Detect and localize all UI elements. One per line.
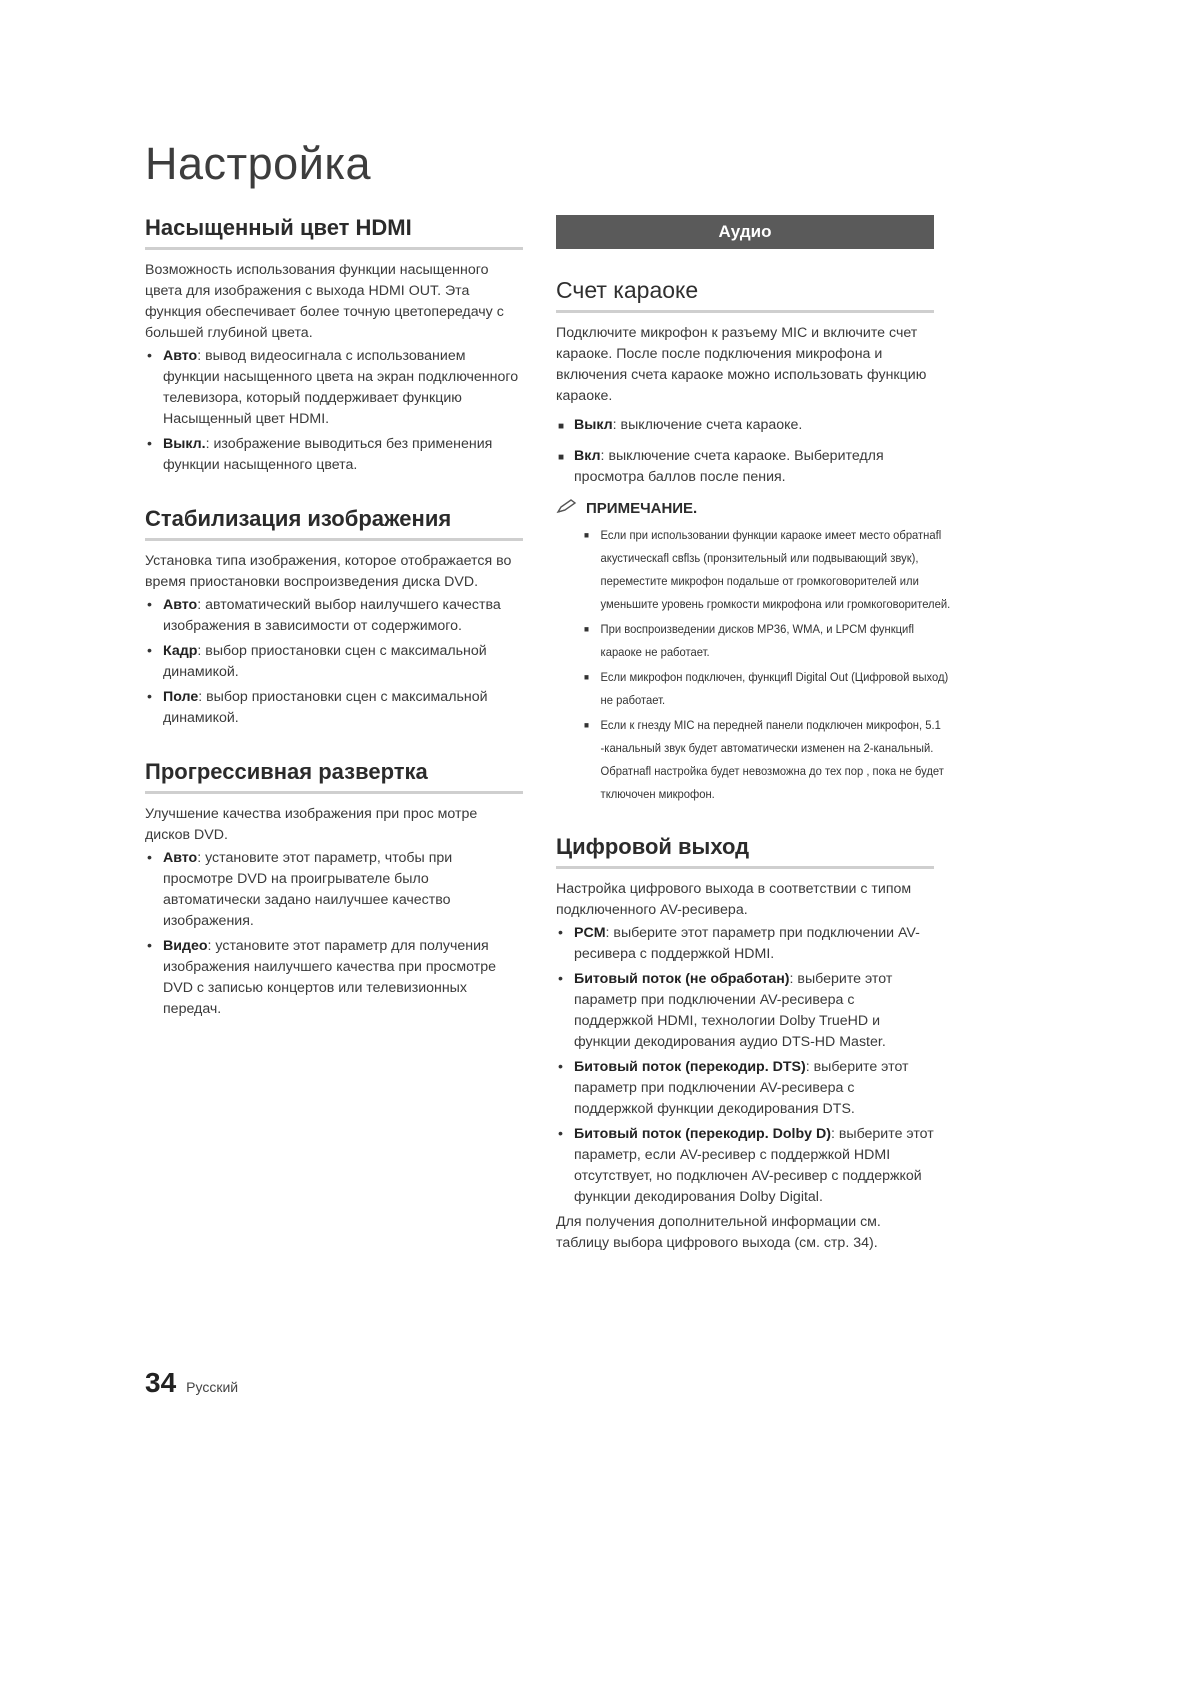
- list-item: ■ Выкл: выключение счета караоке.: [556, 415, 934, 436]
- option-list: [556, 923, 934, 1208]
- square-bullet-icon: ■: [584, 530, 590, 540]
- square-bullet-icon: ■: [584, 624, 590, 634]
- list-item: ■ Вкл: выключение счета караоке. Выберитедля просмотра баллов после пения.: [558, 448, 884, 485]
- list-item: • Битовый поток (перекодир. Dolby D): выберите этот параметр, если AV-ресивер с поддержкой HDMI отсутствует, но подключен AV-ресивер с поддержкой функции декодирования Dolby Digital.: [558, 1126, 934, 1205]
- pencil-note-icon: [556, 498, 578, 518]
- bullet-icon: •: [147, 689, 152, 705]
- page-title: Настройка: [145, 138, 372, 189]
- bullet-icon: •: [147, 348, 152, 364]
- bullet-icon: •: [558, 925, 563, 941]
- section-title: Насыщенный цвет HDMI: [145, 215, 523, 250]
- section-title: Стабилизация изображения: [145, 506, 523, 541]
- section-intro: Настройка цифрового выхода в соответствии с типом подключенного AV-ресивера.: [556, 881, 912, 918]
- page-language: Русский: [186, 1379, 239, 1395]
- note-item: ■ Если к гнезду MIC на передней панели подключен микрофон, 5.1 -канальный звук будет автоматически изменен на 2-канальный. Обратнаfl настройка будет невозможна до тех пор , пока не будет тключочен микрофон.: [584, 714, 955, 806]
- square-bullet-icon: ■: [558, 452, 565, 463]
- note-item: ■ Если микрофон подключен, функциfl Digital Out (Цифровой выход) не работает.: [584, 666, 955, 712]
- list-item: • Битовый поток (не обработан): выберите этот параметр при подключении AV-ресивера с поддержкой HDMI, технологии Dolby TrueHD и функции декодирования аудио DTS-HD Master.: [558, 971, 893, 1050]
- list-item: • Битовый поток (перекодир. DTS): выберите этот параметр при подключении AV-ресивера с поддержкой функции декодирования DTS.: [558, 1059, 909, 1117]
- square-bullet-icon: ■: [558, 421, 565, 432]
- right-column: [556, 215, 951, 1256]
- bullet-icon: •: [147, 938, 152, 954]
- note-item: ■ При воспроизведении дисков MP36, WMA, и LPCM функциfl караоке не работает.: [584, 618, 955, 664]
- bullet-icon: •: [558, 1126, 563, 1142]
- note-list: [556, 524, 951, 806]
- list-item: • Поле: выбор приостановки сцен с максимальной динамикой.: [147, 689, 488, 726]
- section-footer-text: Для получения дополнительной информации см. таблицу выбора цифрового выхода (см. стр. 34).: [556, 1214, 881, 1251]
- list-item: • PCM: выберите этот параметр при подключении AV-ресивера с поддержкой HDMI.: [558, 925, 920, 962]
- section-intro: Возможность использования функции насыщенного цвета для изображения с выхода HDMI OUT. Эта функция обеспечивает более точную цветопередачу с большей глубиной цвета.: [145, 262, 504, 341]
- section-title: Счет караоке: [556, 277, 934, 313]
- list-item: • Выкл.: изображение выводиться без применения функции насыщенного цвета.: [147, 436, 493, 473]
- section-title: Цифровой выход: [556, 834, 934, 869]
- bullet-icon: •: [147, 436, 152, 452]
- square-bullet-icon: ■: [584, 720, 590, 730]
- section-intro: Установка типа изображения, которое отображается во время приостановки воспроизведения диска DVD.: [145, 553, 512, 590]
- option-list: [145, 595, 523, 729]
- left-column: [145, 215, 523, 1024]
- section-intro: Подключите микрофон к разъему MIC и включите счет караоке. После после подключения микрофона и включения счета караоке можно использовать функцию караоке.: [556, 325, 927, 404]
- option-list: [145, 848, 523, 1020]
- bullet-icon: •: [558, 971, 563, 987]
- page-number: 34: [145, 1367, 177, 1398]
- section-progressive-scan: [145, 759, 523, 1020]
- square-bullet-icon: ■: [584, 672, 590, 682]
- option-list: [145, 346, 523, 476]
- list-item: • Авто: вывод видеосигнала с использованием функции насыщенного цвета на экран подключенного телевизора, который поддерживает функцию Насыщенный цвет HDMI.: [147, 348, 519, 427]
- list-item: • Авто: установите этот параметр, чтобы при просмотре DVD на проигрывателе было автоматически задано наилучшее качество изображения.: [147, 850, 453, 929]
- bullet-icon: •: [558, 1059, 563, 1075]
- section-intro: Улучшение качества изображения при прос мотре дисков DVD.: [145, 806, 478, 843]
- list-item: • Видео: установите этот параметр для получения изображения наилучшего качества при просмотре DVD с записью концертов или телевизионных передач.: [147, 938, 497, 1017]
- list-item: • Авто: автоматический выбор наилучшего качества изображения в зависимости от содержимого.: [147, 597, 501, 634]
- section-hdmi-deep-color: [145, 215, 523, 476]
- list-item: • Кадр: выбор приостановки сцен с максимальной динамикой.: [147, 643, 487, 680]
- section-karaoke-score: [556, 277, 951, 806]
- note-item: ■ Если при использовании функции караоке имеет место обратнаfl акустическаfl свflзь (пронзительный или подвывающий звук), переместите микрофон подальше от громкоговорителей или уменьшите уровень громкости микрофона или громкоговорителей.: [584, 524, 955, 616]
- option-list: [556, 415, 934, 488]
- section-title: Прогрессивная развертка: [145, 759, 523, 794]
- audio-category-header: Аудио: [556, 215, 934, 249]
- section-still-mode: [145, 506, 523, 729]
- page-footer: [145, 1367, 238, 1399]
- bullet-icon: •: [147, 850, 152, 866]
- bullet-icon: •: [147, 597, 152, 613]
- section-digital-output: [556, 834, 934, 1254]
- note-heading: ПРИМЕЧАНИЕ.: [556, 498, 934, 518]
- bullet-icon: •: [147, 643, 152, 659]
